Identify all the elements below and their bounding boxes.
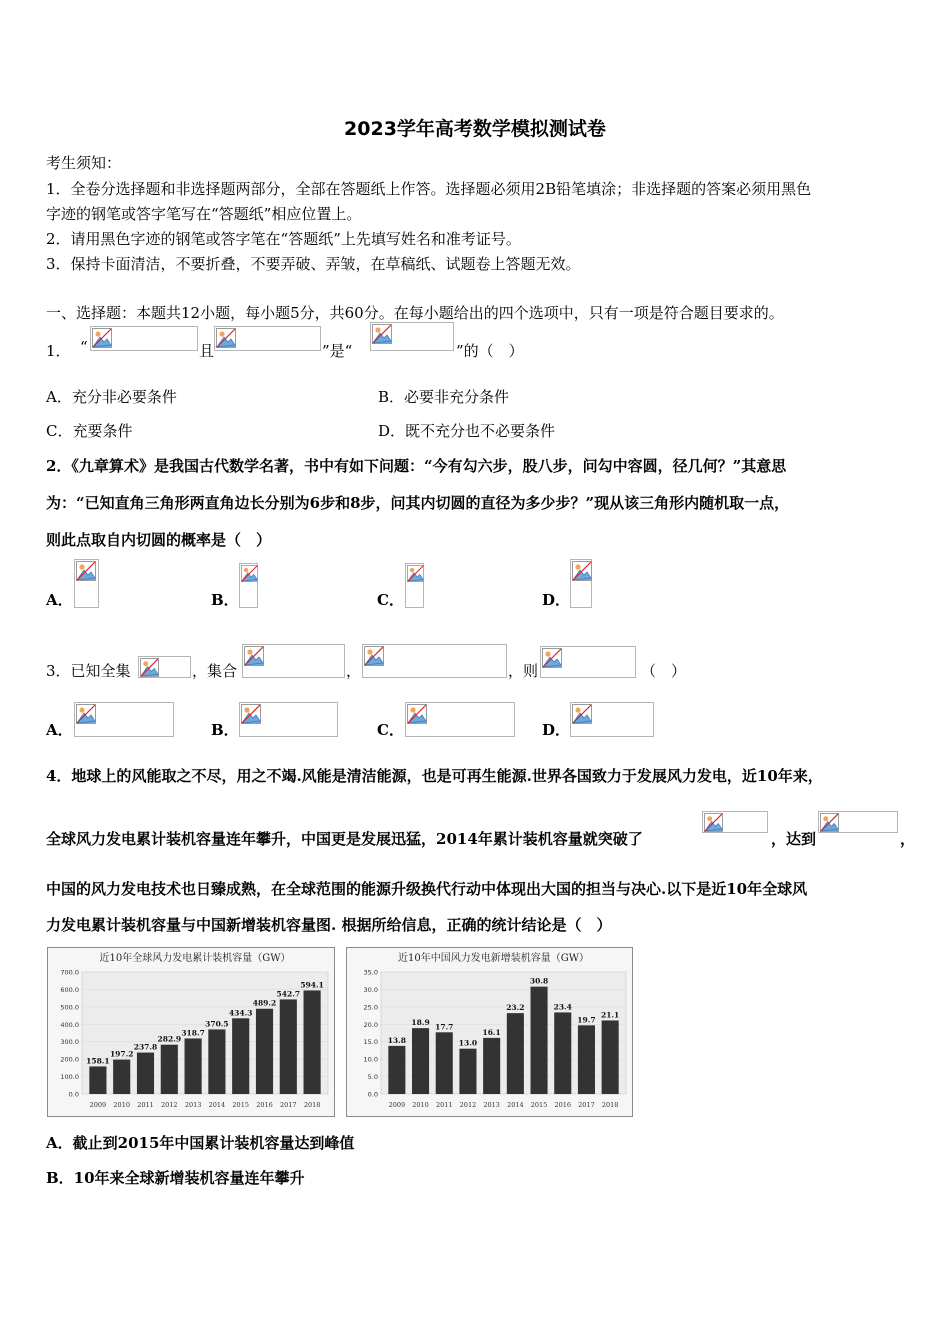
q1-and: 且 xyxy=(199,342,215,360)
x-tick-label: 2009 xyxy=(388,1101,406,1109)
x-tick-label: 2016 xyxy=(554,1101,572,1109)
q3-option-a-label: A． xyxy=(46,721,73,739)
formula-image xyxy=(90,326,198,351)
section-heading: 一、选择题：本题共12小题，每小题5分，共60分。在每小题给出的四个选项中，只有一项是符合题目要求的。 xyxy=(46,304,784,322)
q4-text: ，达到 xyxy=(771,830,817,848)
y-tick-label: 35.0 xyxy=(363,968,378,977)
option-image xyxy=(405,563,424,608)
q1-option-b: B．必要非充分条件 xyxy=(378,388,510,406)
q4-text: ， xyxy=(900,830,916,848)
y-tick-label: 20.0 xyxy=(363,1020,378,1029)
bar xyxy=(185,1038,202,1094)
y-tick-label: 600.0 xyxy=(60,985,79,994)
data-label: 23.2 xyxy=(506,1003,525,1013)
bar xyxy=(89,1066,106,1094)
x-tick-label: 2010 xyxy=(113,1101,130,1109)
q2-text: 2．《九章算术》是我国古代数学名著，书中有如下问题：“今有勾六步，股八步，问勾中容圆，径几何？”其意思 xyxy=(46,457,787,475)
option-image xyxy=(570,702,654,737)
notice-item: 2．请用黑色字迹的钢笔或答字笔在“答题纸”上先填写姓名和准考证号。 xyxy=(46,230,521,248)
broken-image-icon xyxy=(372,324,392,344)
data-label: 489.2 xyxy=(252,998,277,1008)
bar xyxy=(554,1012,571,1094)
broken-image-icon xyxy=(820,813,839,832)
broken-image-icon xyxy=(76,704,96,724)
data-label: 23.4 xyxy=(553,1002,572,1012)
broken-image-icon xyxy=(76,561,96,581)
q1-quote-open: “ xyxy=(80,338,88,356)
x-tick-label: 2018 xyxy=(601,1101,619,1109)
x-tick-label: 2011 xyxy=(435,1101,453,1109)
x-tick-label: 2015 xyxy=(232,1101,249,1109)
q2-option-c-label: C． xyxy=(377,591,404,609)
y-tick-label: 100.0 xyxy=(60,1073,79,1082)
notice-item: 3．保持卡面清洁，不要折叠，不要弄破、弄皱，在草稿纸、试题卷上答题无效。 xyxy=(46,255,581,273)
formula-image xyxy=(540,646,636,678)
y-tick-label: 30.0 xyxy=(363,985,378,994)
q1-option-c: C．充要条件 xyxy=(46,422,133,440)
data-label: 17.7 xyxy=(435,1022,454,1032)
option-image xyxy=(570,559,592,608)
data-label: 19.7 xyxy=(577,1015,596,1025)
x-tick-label: 2017 xyxy=(280,1101,297,1109)
formula-image xyxy=(818,811,898,833)
broken-image-icon xyxy=(364,646,384,666)
q3-set: ，集合 xyxy=(192,662,238,680)
y-tick-label: 25.0 xyxy=(363,1003,378,1012)
bar xyxy=(208,1029,225,1094)
notice-item: 1．全卷分选择题和非选择题两部分，全部在答题纸上作答。选择题必须用2B铅笔填涂；非选择题的答案必须用黑色 xyxy=(46,180,812,198)
formula-image xyxy=(362,644,507,678)
x-tick-label: 2014 xyxy=(208,1101,226,1109)
bar xyxy=(531,987,548,1094)
bar xyxy=(304,990,321,1094)
chart-global-cumulative xyxy=(47,947,335,1117)
bar xyxy=(113,1060,130,1094)
broken-image-icon xyxy=(407,565,424,582)
data-label: 16.1 xyxy=(482,1027,501,1037)
y-tick-label: 300.0 xyxy=(60,1038,79,1047)
q4-text: 力发电累计装机容量与中国新增装机容量图. 根据所给信息，正确的统计结论是（ ） xyxy=(46,916,612,934)
page-title: 2023学年高考数学模拟测试卷 xyxy=(344,118,606,140)
option-image xyxy=(405,702,515,737)
broken-image-icon xyxy=(542,648,562,668)
broken-image-icon xyxy=(92,328,112,348)
q3-comma: ， xyxy=(346,662,362,680)
y-tick-label: 400.0 xyxy=(60,1020,79,1029)
q3-option-d-label: D． xyxy=(542,721,571,739)
data-label: 237.8 xyxy=(133,1042,158,1052)
data-label: 370.5 xyxy=(205,1019,229,1029)
option-image xyxy=(239,563,258,608)
q4-option-b: B．10年来全球新增装机容量连年攀升 xyxy=(46,1169,305,1187)
bar xyxy=(137,1053,154,1094)
bar xyxy=(412,1028,429,1094)
q2-text: 则此点取自内切圆的概率是（ ） xyxy=(46,531,272,549)
y-tick-label: 0.0 xyxy=(68,1090,79,1099)
bar xyxy=(256,1009,273,1094)
chart-title: 近10年中国风力发电新增装机容量（GW） xyxy=(398,953,589,964)
data-label: 13.0 xyxy=(458,1038,478,1048)
bar xyxy=(602,1020,619,1094)
option-image xyxy=(74,559,99,608)
q2-option-a-label: A． xyxy=(46,591,73,609)
formula-image xyxy=(138,656,191,678)
q1-mid: ”是“ xyxy=(322,342,353,360)
y-tick-label: 0.0 xyxy=(367,1090,378,1099)
x-tick-label: 2012 xyxy=(459,1101,477,1109)
bar-chart xyxy=(48,948,334,1116)
data-label: 18.9 xyxy=(411,1018,430,1028)
q1-option-a: A．充分非必要条件 xyxy=(46,388,177,406)
data-label: 30.8 xyxy=(529,976,549,986)
bar xyxy=(232,1018,249,1094)
bar xyxy=(161,1045,178,1094)
q1-option-d: D．既不充分也不必要条件 xyxy=(378,422,556,440)
q2-text: 为：“已知直角三角形两直角边长分别为6步和8步，问其内切圆的直径为多少步？”现从该三角形内随机取一点， xyxy=(46,494,790,512)
x-tick-label: 2009 xyxy=(89,1101,107,1109)
data-label: 434.3 xyxy=(228,1008,253,1018)
bar xyxy=(578,1025,595,1094)
broken-image-icon xyxy=(241,704,261,724)
broken-image-icon xyxy=(140,658,159,677)
data-label: 282.9 xyxy=(157,1034,182,1044)
data-label: 158.1 xyxy=(86,1056,110,1066)
bar xyxy=(388,1046,405,1094)
formula-image xyxy=(214,326,321,351)
y-tick-label: 500.0 xyxy=(60,1003,79,1012)
x-tick-label: 2012 xyxy=(161,1101,178,1109)
q4-text: 4．地球上的风能取之不尽，用之不竭.风能是清洁能源，也是可再生能源.世界各国致力于发展风力发电，近10年来， xyxy=(46,767,823,785)
chart-china-new xyxy=(346,947,633,1117)
notice-item: 字迹的钢笔或答字笔写在“答题纸”相应位置上。 xyxy=(46,205,362,223)
x-tick-label: 2010 xyxy=(412,1101,429,1109)
x-tick-label: 2017 xyxy=(578,1101,595,1109)
bar xyxy=(507,1013,524,1094)
y-tick-label: 200.0 xyxy=(60,1055,79,1064)
q4-text: 中国的风力发电技术也日臻成熟，在全球范围的能源升级换代行动中体现出大国的担当与决心.以下是近10年全球风 xyxy=(46,880,808,898)
q2-option-b-label: B． xyxy=(211,591,239,609)
x-tick-label: 2011 xyxy=(137,1101,154,1109)
option-image xyxy=(74,702,174,737)
q1-number: 1． xyxy=(46,342,71,360)
bar xyxy=(436,1032,453,1094)
option-image xyxy=(239,702,338,737)
y-tick-label: 700.0 xyxy=(60,968,79,977)
formula-image xyxy=(702,811,768,833)
data-label: 13.8 xyxy=(387,1035,406,1045)
bar xyxy=(280,999,297,1094)
y-tick-label: 15.0 xyxy=(363,1038,378,1047)
bar-chart xyxy=(347,948,632,1116)
broken-image-icon xyxy=(407,704,427,724)
q3-prefix: 3．已知全集 xyxy=(46,662,131,680)
q4-text: 全球风力发电累计装机容量连年攀升，中国更是发展迅猛，2014年累计装机容量就突破了 xyxy=(46,830,643,848)
q2-option-d-label: D． xyxy=(542,591,571,609)
broken-image-icon xyxy=(704,813,723,832)
broken-image-icon xyxy=(572,704,592,724)
q3-end: （ ） xyxy=(641,662,687,680)
chart-title: 近10年全球风力发电累计装机容量（GW） xyxy=(99,953,291,964)
formula-image xyxy=(242,644,345,678)
notice-heading: 考生须知： xyxy=(46,154,122,172)
bar xyxy=(483,1038,500,1094)
formula-image xyxy=(370,322,454,351)
x-tick-label: 2014 xyxy=(507,1101,524,1109)
q1-end: ”的（ ） xyxy=(456,342,524,360)
data-label: 542.7 xyxy=(276,989,301,999)
x-tick-label: 2013 xyxy=(184,1101,202,1109)
data-label: 594.1 xyxy=(300,980,324,990)
broken-image-icon xyxy=(241,565,258,582)
bar xyxy=(459,1049,476,1094)
q3-option-b-label: B． xyxy=(211,721,239,739)
data-label: 21.1 xyxy=(601,1010,620,1020)
q4-option-a: A．截止到2015年中国累计装机容量达到峰值 xyxy=(46,1134,355,1152)
x-tick-label: 2013 xyxy=(483,1101,500,1109)
x-tick-label: 2018 xyxy=(303,1101,321,1109)
y-tick-label: 10.0 xyxy=(363,1055,378,1064)
q3-option-c-label: C． xyxy=(377,721,404,739)
broken-image-icon xyxy=(572,561,592,581)
broken-image-icon xyxy=(244,646,264,666)
x-tick-label: 2015 xyxy=(530,1101,548,1109)
data-label: 197.2 xyxy=(109,1049,134,1059)
q3-then: ，则 xyxy=(508,662,539,680)
y-tick-label: 5.0 xyxy=(367,1073,378,1082)
x-tick-label: 2016 xyxy=(256,1101,273,1109)
data-label: 318.7 xyxy=(181,1028,205,1038)
broken-image-icon xyxy=(216,328,236,348)
